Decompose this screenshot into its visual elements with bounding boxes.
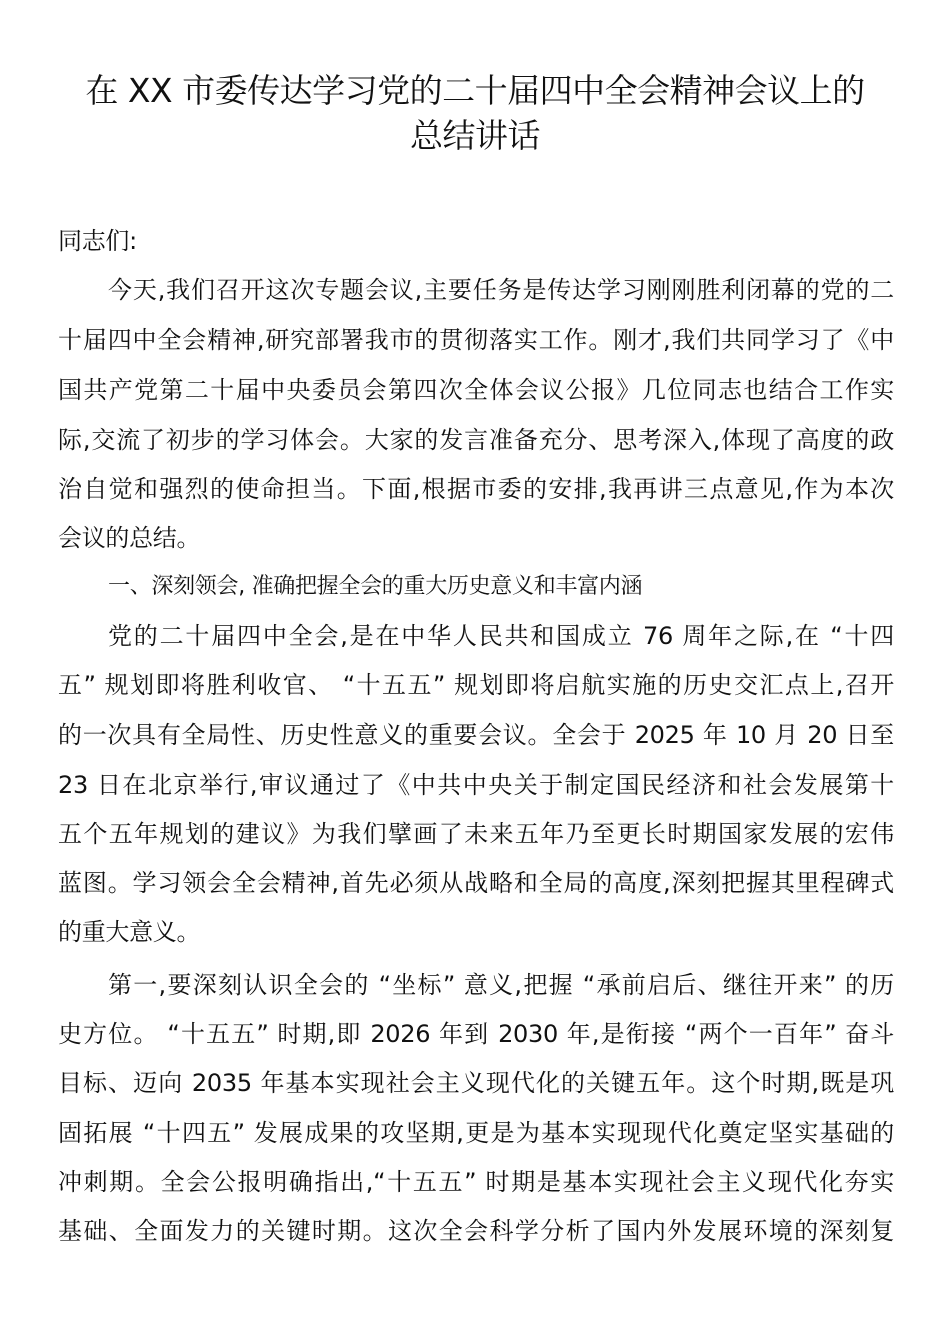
document-title-line-2: 总结讲话 <box>410 116 540 155</box>
document-title-line-1: 在 XX 市委传达学习党的二十届四中全会精神会议上的 <box>85 71 865 110</box>
paragraph-line: 固拓展 “十四五” 发展成果的攻坚期,更是为基本实现现代化奠定坚实基础的 <box>58 1119 894 1147</box>
paragraph-line: 23 日在北京举行,审议通过了《中共中央关于制定国民经济和社会发展第十 <box>58 771 894 799</box>
paragraph-line: 的重大意义。 <box>58 918 201 946</box>
paragraph-line: 的一次具有全局性、历史性意义的重要会议。全会于 2025 年 10 月 20 日至 <box>58 721 894 749</box>
paragraph-line: 治自觉和强烈的使命担当。下面,根据市委的安排,我再讲三点意见,作为本次 <box>58 475 894 503</box>
paragraph-line: 会议的总结。 <box>58 524 201 552</box>
paragraph-line: 目标、迈向 2035 年基本实现社会主义现代化的关键五年。这个时期,既是巩 <box>58 1069 894 1097</box>
paragraph-line: 五” 规划即将胜利收官、 “十五五” 规划即将启航实施的历史交汇点上,召开 <box>58 671 894 699</box>
paragraph-line: 史方位。 “十五五” 时期,即 2026 年到 2030 年,是衔接 “两个一百年” 奋斗 <box>58 1020 894 1048</box>
paragraph-line: 十届四中全会精神,研究部署我市的贯彻落实工作。刚才,我们共同学习了《中 <box>58 326 894 354</box>
salutation: 同志们: <box>58 227 137 255</box>
paragraph-line: 冲刺期。全会公报明确指出,“十五五” 时期是基本实现社会主义现代化夯实 <box>58 1168 894 1196</box>
paragraph-line: 国共产党第二十届中央委员会第四次全体会议公报》几位同志也结合工作实 <box>58 376 894 404</box>
paragraph-line: 际,交流了初步的学习体会。大家的发言准备充分、思考深入,体现了高度的政 <box>58 426 894 454</box>
section-heading-1: 一、深刻领会, 准确把握全会的重大历史意义和丰富内涵 <box>108 574 643 599</box>
paragraph-line: 第一,要深刻认识全会的 “坐标” 意义,把握 “承前启后、继往开来” 的历 <box>108 971 895 999</box>
paragraph-line: 蓝图。学习领会全会精神,首先必须从战略和全局的高度,深刻把握其里程碑式 <box>58 869 894 897</box>
paragraph-line: 今天,我们召开这次专题会议,主要任务是传达学习刚刚胜利闭幕的党的二 <box>108 276 894 304</box>
paragraph-line: 基础、全面发力的关键时期。这次全会科学分析了国内外发展环境的深刻复 <box>58 1217 894 1245</box>
paragraph-line: 党的二十届四中全会,是在中华人民共和国成立 76 周年之际,在 “十四 <box>108 622 894 650</box>
paragraph-line: 五个五年规划的建议》为我们擘画了未来五年乃至更长时期国家发展的宏伟 <box>58 820 894 848</box>
